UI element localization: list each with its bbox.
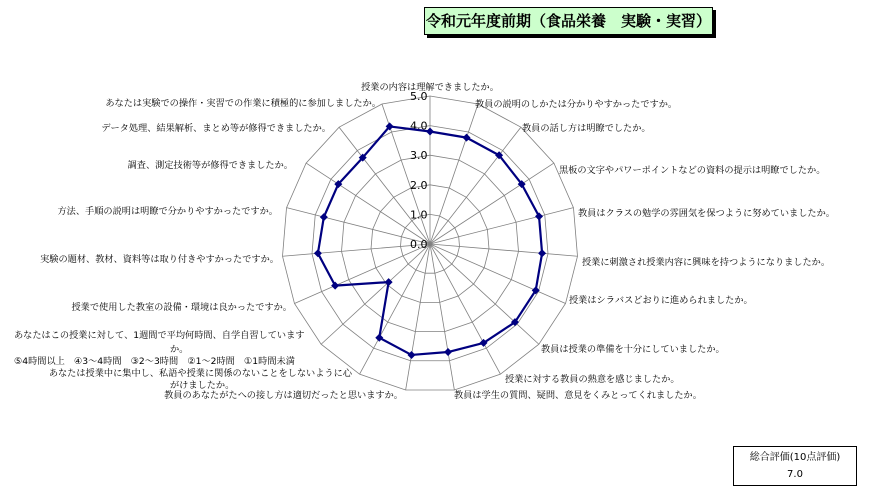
category-label: がけましたか。 [170,380,235,391]
category-label: 教員の説明のしかたは分かりやすかったですか。 [475,99,678,110]
category-label: 黒板の文字やパワーポイントなどの資料の提示は明瞭でしたか。 [559,165,826,176]
category-label: 教員は学生の質問、疑問、意見をくみとってくれましたか。 [454,390,702,401]
category-label: ⑤4時間以上 ④3〜4時間 ③2〜3時間 ②1〜2時間 ①1時間未満 [14,356,295,367]
category-label: 教員の話し方は明瞭でしたか。 [522,123,651,134]
overall-score-label: 総合評価(10点評価) [749,452,841,463]
category-label: あなたはこの授業に対して、1週間で平均何時間、自学自習しています [14,330,305,341]
category-label: 方法、手順の説明は明瞭で分かりやすかったですか。 [57,206,278,217]
category-label: あなたは実験での操作・実習での作業に積極的に参加しましたか。 [105,98,381,109]
category-label: 授業に刺激され授業内容に興味を持つようになりましたか。 [582,257,831,268]
grid-spoke [321,244,430,344]
category-label: 授業はシラバスどおりに進められましたか。 [569,295,753,306]
category-label: 授業に対する教員の熱意を感じましたか。 [505,374,680,385]
grid-spoke [430,208,573,244]
grid-spoke [430,104,478,244]
grid-spoke [430,244,539,344]
category-label: あなたは授業中に集中し、私語や授業に関係のないことをしないように心 [48,368,352,379]
grid-spoke [430,244,577,256]
r-tick-label: 5.0 [410,90,428,103]
r-tick-label: 4.0 [410,119,428,133]
grid-spoke [430,127,521,244]
grid-spoke [430,163,554,244]
r-tick-label: 1.0 [410,208,428,222]
overall-score-box [733,446,857,486]
category-label: 調査、測定技術等が修得できましたか。 [127,160,293,171]
grid-spoke [283,244,430,256]
category-label: 実験の題材、教材、資料等は取り付きやすかったですか。 [40,254,279,265]
data-point [463,134,471,142]
grid-spoke [306,163,430,244]
data-point [538,249,546,257]
category-label: データ処理、結果解析、まとめ等が修得できましたか。 [101,123,331,134]
overall-score-value: 7.0 [787,469,803,480]
category-label: 授業の内容は理解できましたか。 [361,82,499,93]
category-label: 教員はクラスの勉学の雰囲気を保つように努めていましたか。 [578,208,835,219]
r-tick-label: 3.0 [410,149,428,163]
data-point [444,348,452,356]
r-tick-label: 2.0 [410,178,428,192]
r-tick-label: 0.0 [410,238,428,251]
data-point [314,249,322,257]
category-label: か。 [170,344,189,355]
data-point [535,212,543,220]
chart-title: 令和元年度前期（食品栄養 実験・実習） [424,7,713,35]
category-label: 教員のあなたがたへの接し方は適切だったと思いますか。 [164,390,403,401]
data-point [375,334,383,342]
grid-spoke [287,208,430,244]
category-label: 教員は授業の準備を十分にしていましたか。 [541,344,725,355]
category-label: 授業で使用した教室の設備・環境は良かったですか。 [71,302,292,313]
data-point [331,282,339,290]
data-point [407,351,415,359]
data-point [320,213,328,221]
